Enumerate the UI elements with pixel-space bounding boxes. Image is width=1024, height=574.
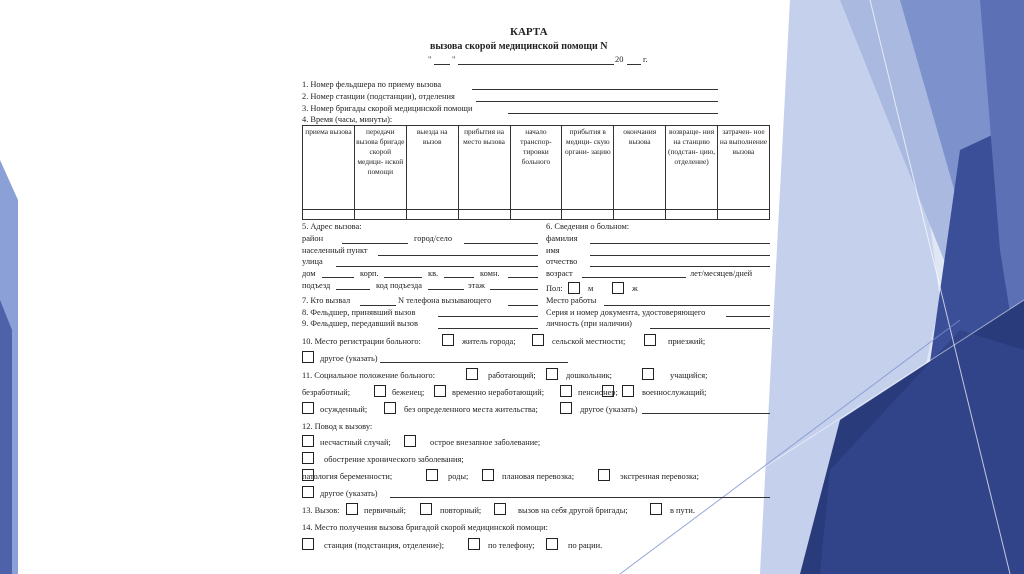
call-type-heading: 13. Вызов: <box>302 506 340 515</box>
surname-field[interactable] <box>590 243 770 244</box>
reason-emergency-label: экстренная перевозка; <box>620 472 699 481</box>
call-en-route-label: в пути. <box>670 506 695 515</box>
time-cell[interactable] <box>562 210 614 220</box>
social-pensioner-label: пенсионер; <box>578 388 618 397</box>
item-1-field[interactable] <box>472 89 718 90</box>
identity-label: личность (при наличии) <box>546 319 632 328</box>
registration-heading: 10. Место регистрации больного: <box>302 337 421 346</box>
social-heading: 11. Социальное положение больного: <box>302 371 435 380</box>
reason-other-label: другое (указать) <box>320 489 378 498</box>
call-en-route-checkbox[interactable] <box>650 503 662 515</box>
document-label: Серия и номер документа, удостоверяющего <box>546 308 706 317</box>
social-working-label: работающий; <box>488 371 536 380</box>
registration-visitor-checkbox[interactable] <box>644 334 656 346</box>
call-repeat-checkbox[interactable] <box>420 503 432 515</box>
time-col-arrival: прибытия на место вызова <box>458 126 510 210</box>
time-cell[interactable] <box>718 210 770 220</box>
call-primary-label: первичный; <box>364 506 406 515</box>
workplace-label: Место работы <box>546 296 597 305</box>
time-col-arrival-hospital: прибытия в медици- скую органи- зацию <box>562 126 614 210</box>
time-col-call-received: приема вызова <box>303 126 355 210</box>
sex-female-label: ж <box>632 284 638 293</box>
item-2-field[interactable] <box>476 101 718 102</box>
reason-other-checkbox[interactable] <box>302 486 314 498</box>
time-cell[interactable] <box>354 210 406 220</box>
reason-accident-checkbox[interactable] <box>302 435 314 447</box>
receive-station-label: станция (подстанция, отделение); <box>324 541 445 550</box>
sex-male-label: м <box>588 284 594 293</box>
time-col-call-end: окончания вызова <box>614 126 666 210</box>
building-field[interactable] <box>384 277 422 278</box>
time-col-return: возвраще- ния на станцию (подстан- цию, отделение) <box>666 126 718 210</box>
item-3-label: 3. Номер бригады скорой медицинской помощи <box>302 104 473 113</box>
receive-station-checkbox[interactable] <box>302 538 314 550</box>
ambulance-call-form <box>296 0 786 574</box>
caller-phone-label: N телефона вызывающего <box>398 296 492 305</box>
social-homeless-checkbox[interactable] <box>384 402 396 414</box>
district-field[interactable] <box>342 243 408 244</box>
item-3-field[interactable] <box>508 113 718 114</box>
social-temp-unable-label: временно неработающий; <box>452 388 545 397</box>
social-other-checkbox[interactable] <box>560 402 572 414</box>
time-col-spent: затрачен- ное на выполнение вызова <box>718 126 770 210</box>
social-convicted-checkbox[interactable] <box>302 402 314 414</box>
social-homeless-label: без определенного места жительства; <box>404 405 538 414</box>
age-field[interactable] <box>582 277 686 278</box>
time-col-transport-start: начало транспор- тировки больного <box>510 126 562 210</box>
social-convicted-label: осужденный; <box>320 405 368 414</box>
receive-radio-checkbox[interactable] <box>546 538 558 550</box>
date-quote-close: " <box>452 55 456 64</box>
reason-chronic-label: обострение хронического заболевания; <box>324 455 464 464</box>
district-label: район <box>302 234 324 243</box>
social-temp-unable-checkbox[interactable] <box>560 385 572 397</box>
registration-visitor-label: приезжий; <box>668 337 706 346</box>
social-military-checkbox[interactable] <box>622 385 634 397</box>
item-4-label: 4. Время (часы, минуты): <box>302 115 393 124</box>
entrance-code-label: код подъезда <box>376 281 422 290</box>
reason-planned-checkbox[interactable] <box>482 469 494 481</box>
social-preschool-label: дошкольник; <box>566 371 612 380</box>
reason-accident-label: несчастный случай; <box>320 438 391 447</box>
age-label: возраст <box>546 269 573 278</box>
item-2-label: 2. Номер станции (подстанции), отделения <box>302 92 455 101</box>
age-units-label: лет/месяцев/дней <box>690 269 753 278</box>
address-heading: 5. Адрес вызова: <box>302 222 362 231</box>
registration-city-checkbox[interactable] <box>442 334 454 346</box>
street-label: улица <box>302 257 323 266</box>
time-cell[interactable] <box>614 210 666 220</box>
patronymic-field[interactable] <box>590 266 770 267</box>
social-unemployed-checkbox[interactable] <box>374 385 386 397</box>
reason-emergency-checkbox[interactable] <box>598 469 610 481</box>
call-repeat-label: повторный; <box>440 506 482 515</box>
building-label: корп. <box>360 269 379 278</box>
sex-male-checkbox[interactable] <box>568 282 580 294</box>
street-field[interactable] <box>336 266 538 267</box>
date-year-suffix: г. <box>643 55 648 64</box>
call-primary-checkbox[interactable] <box>346 503 358 515</box>
date-year-prefix: 20 <box>615 55 624 64</box>
reason-other-field[interactable] <box>390 497 770 498</box>
social-refugee-label: беженец; <box>392 388 425 397</box>
social-unemployed-label: безработный; <box>302 388 351 397</box>
entrance-code-field[interactable] <box>428 289 464 290</box>
social-refugee-checkbox[interactable] <box>434 385 446 397</box>
date-day-line[interactable] <box>434 64 450 65</box>
date-month-line[interactable] <box>458 64 614 65</box>
time-col-departure: выезда на вызов <box>406 126 458 210</box>
social-student-checkbox[interactable] <box>642 368 654 380</box>
time-col-call-transferred: передачи вызова бригаде скорой медици- нской помощи <box>354 126 406 210</box>
time-cell[interactable] <box>303 210 355 220</box>
item-8-label: 8. Фельдшер, принявший вызов <box>302 308 416 317</box>
reason-heading: 12. Повод к вызову: <box>302 422 373 431</box>
registration-other-field[interactable] <box>380 362 568 363</box>
time-cell[interactable] <box>666 210 718 220</box>
document-field[interactable] <box>726 316 770 317</box>
form-subtitle: вызова скорой медицинской помощи N <box>430 41 608 52</box>
reason-acute-checkbox[interactable] <box>404 435 416 447</box>
call-other-team-label: вызов на себя другой бригады; <box>518 506 628 515</box>
time-cell[interactable] <box>510 210 562 220</box>
registration-other-checkbox[interactable] <box>302 351 314 363</box>
settlement-field[interactable] <box>378 255 538 256</box>
receive-radio-label: по рации. <box>568 541 603 550</box>
date-year-line[interactable] <box>627 64 641 65</box>
patronymic-label: отчество <box>546 257 578 266</box>
registration-rural-checkbox[interactable] <box>532 334 544 346</box>
social-military-label: военнослужащий; <box>642 388 707 397</box>
registration-city-label: житель города; <box>462 337 516 346</box>
form-title: КАРТА <box>510 26 548 38</box>
reason-planned-label: плановая перевозка; <box>502 472 575 481</box>
floor-label: этаж <box>468 281 485 290</box>
reason-birth-checkbox[interactable] <box>426 469 438 481</box>
call-other-team-checkbox[interactable] <box>494 503 506 515</box>
item-9-field[interactable] <box>438 328 538 329</box>
room-label: комн. <box>480 269 500 278</box>
patient-heading: 6. Сведения о больном: <box>546 222 630 231</box>
identity-field[interactable] <box>650 328 770 329</box>
item-8-field[interactable] <box>438 316 538 317</box>
social-student-label: учащийся; <box>670 371 708 380</box>
caller-field[interactable] <box>360 305 396 306</box>
reason-birth-label: роды; <box>448 472 469 481</box>
sex-label: Пол: <box>546 284 563 293</box>
time-cell[interactable] <box>458 210 510 220</box>
receive-phone-label: по телефону; <box>488 541 535 550</box>
settlement-label: населенный пункт <box>302 246 368 255</box>
time-table <box>302 125 770 220</box>
receive-heading: 14. Место получения вызова бригадой скорой медицинской помощи: <box>302 523 548 532</box>
social-other-label: другое (указать) <box>580 405 638 414</box>
reason-chronic-checkbox[interactable] <box>302 452 314 464</box>
registration-rural-label: сельской местности; <box>552 337 626 346</box>
caller-phone-field[interactable] <box>508 305 538 306</box>
apt-field[interactable] <box>444 277 474 278</box>
item-7-label: 7. Кто вызвал <box>302 296 351 305</box>
floor-field[interactable] <box>490 289 538 290</box>
entrance-field[interactable] <box>336 289 370 290</box>
name-field[interactable] <box>590 255 770 256</box>
social-preschool-checkbox[interactable] <box>546 368 558 380</box>
name-label: имя <box>546 246 560 255</box>
city-label: город/село <box>414 234 453 243</box>
social-working-checkbox[interactable] <box>466 368 478 380</box>
room-field[interactable] <box>508 277 538 278</box>
reason-pregnancy-label: патология беременности; <box>302 472 393 481</box>
registration-other-label: другое (указать) <box>320 354 378 363</box>
date-quote-open: " <box>428 55 432 64</box>
apt-label: кв. <box>428 269 439 278</box>
entrance-label: подъезд <box>302 281 331 290</box>
item-9-label: 9. Фельдшер, передавший вызов <box>302 319 418 328</box>
time-cell[interactable] <box>406 210 458 220</box>
item-1-label: 1. Номер фельдшера по приему вызова <box>302 80 442 89</box>
reason-acute-label: острое внезапное заболевание; <box>430 438 541 447</box>
social-other-field[interactable] <box>642 413 770 414</box>
house-label: дом <box>302 269 316 278</box>
city-field[interactable] <box>464 243 538 244</box>
receive-phone-checkbox[interactable] <box>468 538 480 550</box>
workplace-field[interactable] <box>604 305 770 306</box>
surname-label: фамилия <box>546 234 578 243</box>
sex-female-checkbox[interactable] <box>612 282 624 294</box>
house-field[interactable] <box>322 277 354 278</box>
